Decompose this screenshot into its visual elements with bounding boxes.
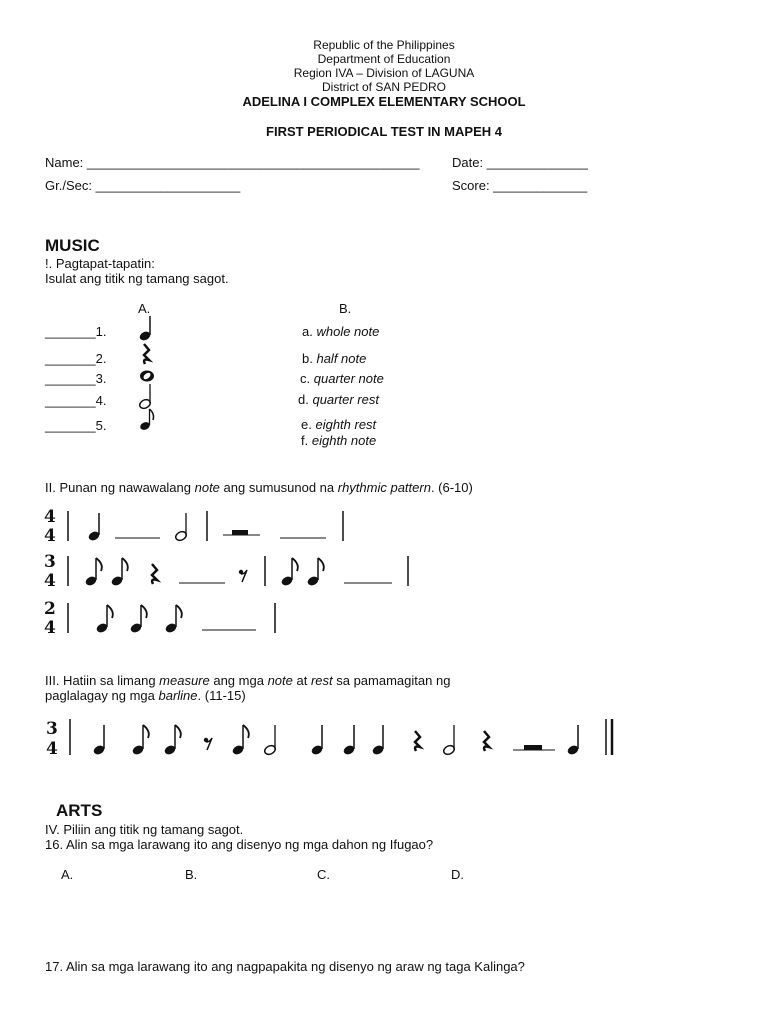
name-field: Name: ______________________________________________ — [45, 155, 420, 170]
rhythm-row-1 — [40, 505, 370, 545]
choice-b — [302, 351, 366, 366]
column-b-label: B. — [339, 301, 352, 316]
choice-c-text: quarter note — [313, 371, 384, 386]
part3-heading-line2: paglalagay ng mga barline. (11-15) — [45, 688, 246, 703]
part3-heading-line1: III. Hatiin sa limang measure ang mga note at rest sa pamamagitan ng — [45, 673, 451, 688]
quarter-note-icon — [371, 725, 384, 756]
quarter-note-icon — [92, 725, 105, 756]
music-title: MUSIC — [45, 236, 100, 255]
choice-f — [301, 433, 376, 448]
score-field: Score: _____________ — [452, 178, 588, 193]
time-sig-bottom: 4 — [44, 526, 56, 545]
quarter-rest-icon — [152, 564, 157, 584]
eighth-rest-icon — [204, 738, 212, 750]
eighth-note-icon — [231, 725, 248, 756]
eighth-note-icon — [129, 605, 146, 634]
test-title: FIRST PERIODICAL TEST IN MAPEH 4 — [266, 124, 502, 139]
time-sig-top: 2 — [44, 599, 56, 619]
half-note-icon — [174, 513, 187, 542]
time-sig-top: 4 — [44, 507, 56, 527]
time-sig-bottom: 4 — [44, 618, 56, 637]
header-department: Department of Education — [317, 52, 451, 66]
eighth-note-icon — [84, 558, 101, 587]
choice-f-letter: f. — [301, 433, 309, 448]
option-a: A. — [61, 867, 74, 882]
half-note-icon — [263, 725, 276, 756]
quarter-rest-icon — [484, 731, 489, 751]
choice-f-text: eighth note — [311, 433, 377, 448]
choice-e-letter: e. — [301, 417, 312, 432]
eighth-note-icon — [164, 605, 181, 634]
choice-a-letter: a. — [302, 324, 313, 339]
part2-heading: II. Punan ng nawawalang note ang sumusunod na rhythmic pattern. (6-10) — [45, 480, 473, 495]
choice-b-letter: b. — [302, 351, 313, 366]
part1-heading: !. Pagtapat-tapatin: — [45, 256, 155, 271]
matching-item-4: _______4. — [45, 393, 107, 408]
quarter-rest-icon — [144, 344, 149, 364]
quarter-note-icon — [310, 725, 323, 756]
half-rest-icon — [223, 530, 260, 535]
quarter-note-icon — [87, 513, 100, 542]
choice-d-letter: d. — [298, 392, 309, 407]
choice-e-text: eighth rest — [315, 417, 377, 432]
matching-item-3: _______3. — [45, 371, 107, 386]
date-field: Date: ______________ — [452, 155, 588, 170]
header-district: District of SAN PEDRO — [321, 80, 447, 94]
matching-item-1: _______1. — [45, 324, 107, 339]
choice-d — [298, 392, 379, 407]
eighth-note-icon — [131, 725, 148, 756]
eighth-rest-icon — [239, 570, 247, 582]
choice-c-letter: c. — [300, 371, 311, 386]
quarter-note-icon — [342, 725, 355, 756]
choice-e — [301, 417, 376, 432]
part1-instruction: Isulat ang titik ng tamang sagot. — [45, 271, 229, 286]
quarter-note-icon — [138, 316, 151, 342]
quarter-note-icon — [566, 725, 579, 756]
grsec-field: Gr./Sec: ____________________ — [45, 178, 241, 193]
time-sig-bottom: 4 — [46, 739, 58, 759]
choice-d-text: quarter rest — [312, 392, 379, 407]
eighth-note-icon — [163, 725, 180, 756]
header-republic: Republic of the Philippines — [313, 38, 455, 52]
half-note-icon — [138, 384, 151, 410]
question-16: 16. Alin sa mga larawang ito ang disenyo ng mga dahon ng Ifugao? — [45, 837, 434, 852]
time-sig-top: 3 — [46, 719, 58, 739]
column-a-label: A. — [138, 301, 151, 316]
matching-item-5: _______5. — [45, 418, 107, 433]
eighth-note-icon — [139, 409, 154, 431]
whole-note-icon — [140, 371, 154, 382]
option-b: B. — [185, 867, 198, 882]
question-17: 17. Alin sa mga larawang ito ang nagpapakita ng disenyo ng araw ng taga Kalinga? — [45, 959, 525, 974]
eighth-note-icon — [306, 558, 323, 587]
time-sig-bottom: 4 — [44, 571, 56, 590]
matching-item-2: _______2. — [45, 351, 107, 366]
arts-title: ARTS — [56, 801, 103, 820]
rhythm-row-3 — [40, 597, 290, 637]
half-rest-icon — [513, 745, 555, 750]
option-c: C. — [317, 867, 330, 882]
header-region: Region IVA – Division of LAGUNA — [293, 66, 475, 80]
option-d: D. — [451, 867, 464, 882]
choice-c — [300, 371, 384, 386]
quarter-rest-icon — [415, 731, 420, 751]
choice-b-text: half note — [316, 351, 367, 366]
choice-a-text: whole note — [316, 324, 380, 339]
rhythm-row-2 — [40, 550, 420, 590]
school-name: ADELINA I COMPLEX ELEMENTARY SCHOOL — [242, 94, 526, 109]
eighth-note-icon — [110, 558, 127, 587]
eighth-note-icon — [95, 605, 112, 634]
half-note-icon — [442, 725, 455, 756]
choice-a — [302, 324, 379, 339]
matching-symbols — [130, 312, 170, 442]
part4-heading: IV. Piliin ang titik ng tamang sagot. — [45, 822, 244, 837]
time-sig-top: 3 — [44, 552, 56, 572]
eighth-note-icon — [280, 558, 297, 587]
barline-exercise-staff — [40, 715, 620, 760]
